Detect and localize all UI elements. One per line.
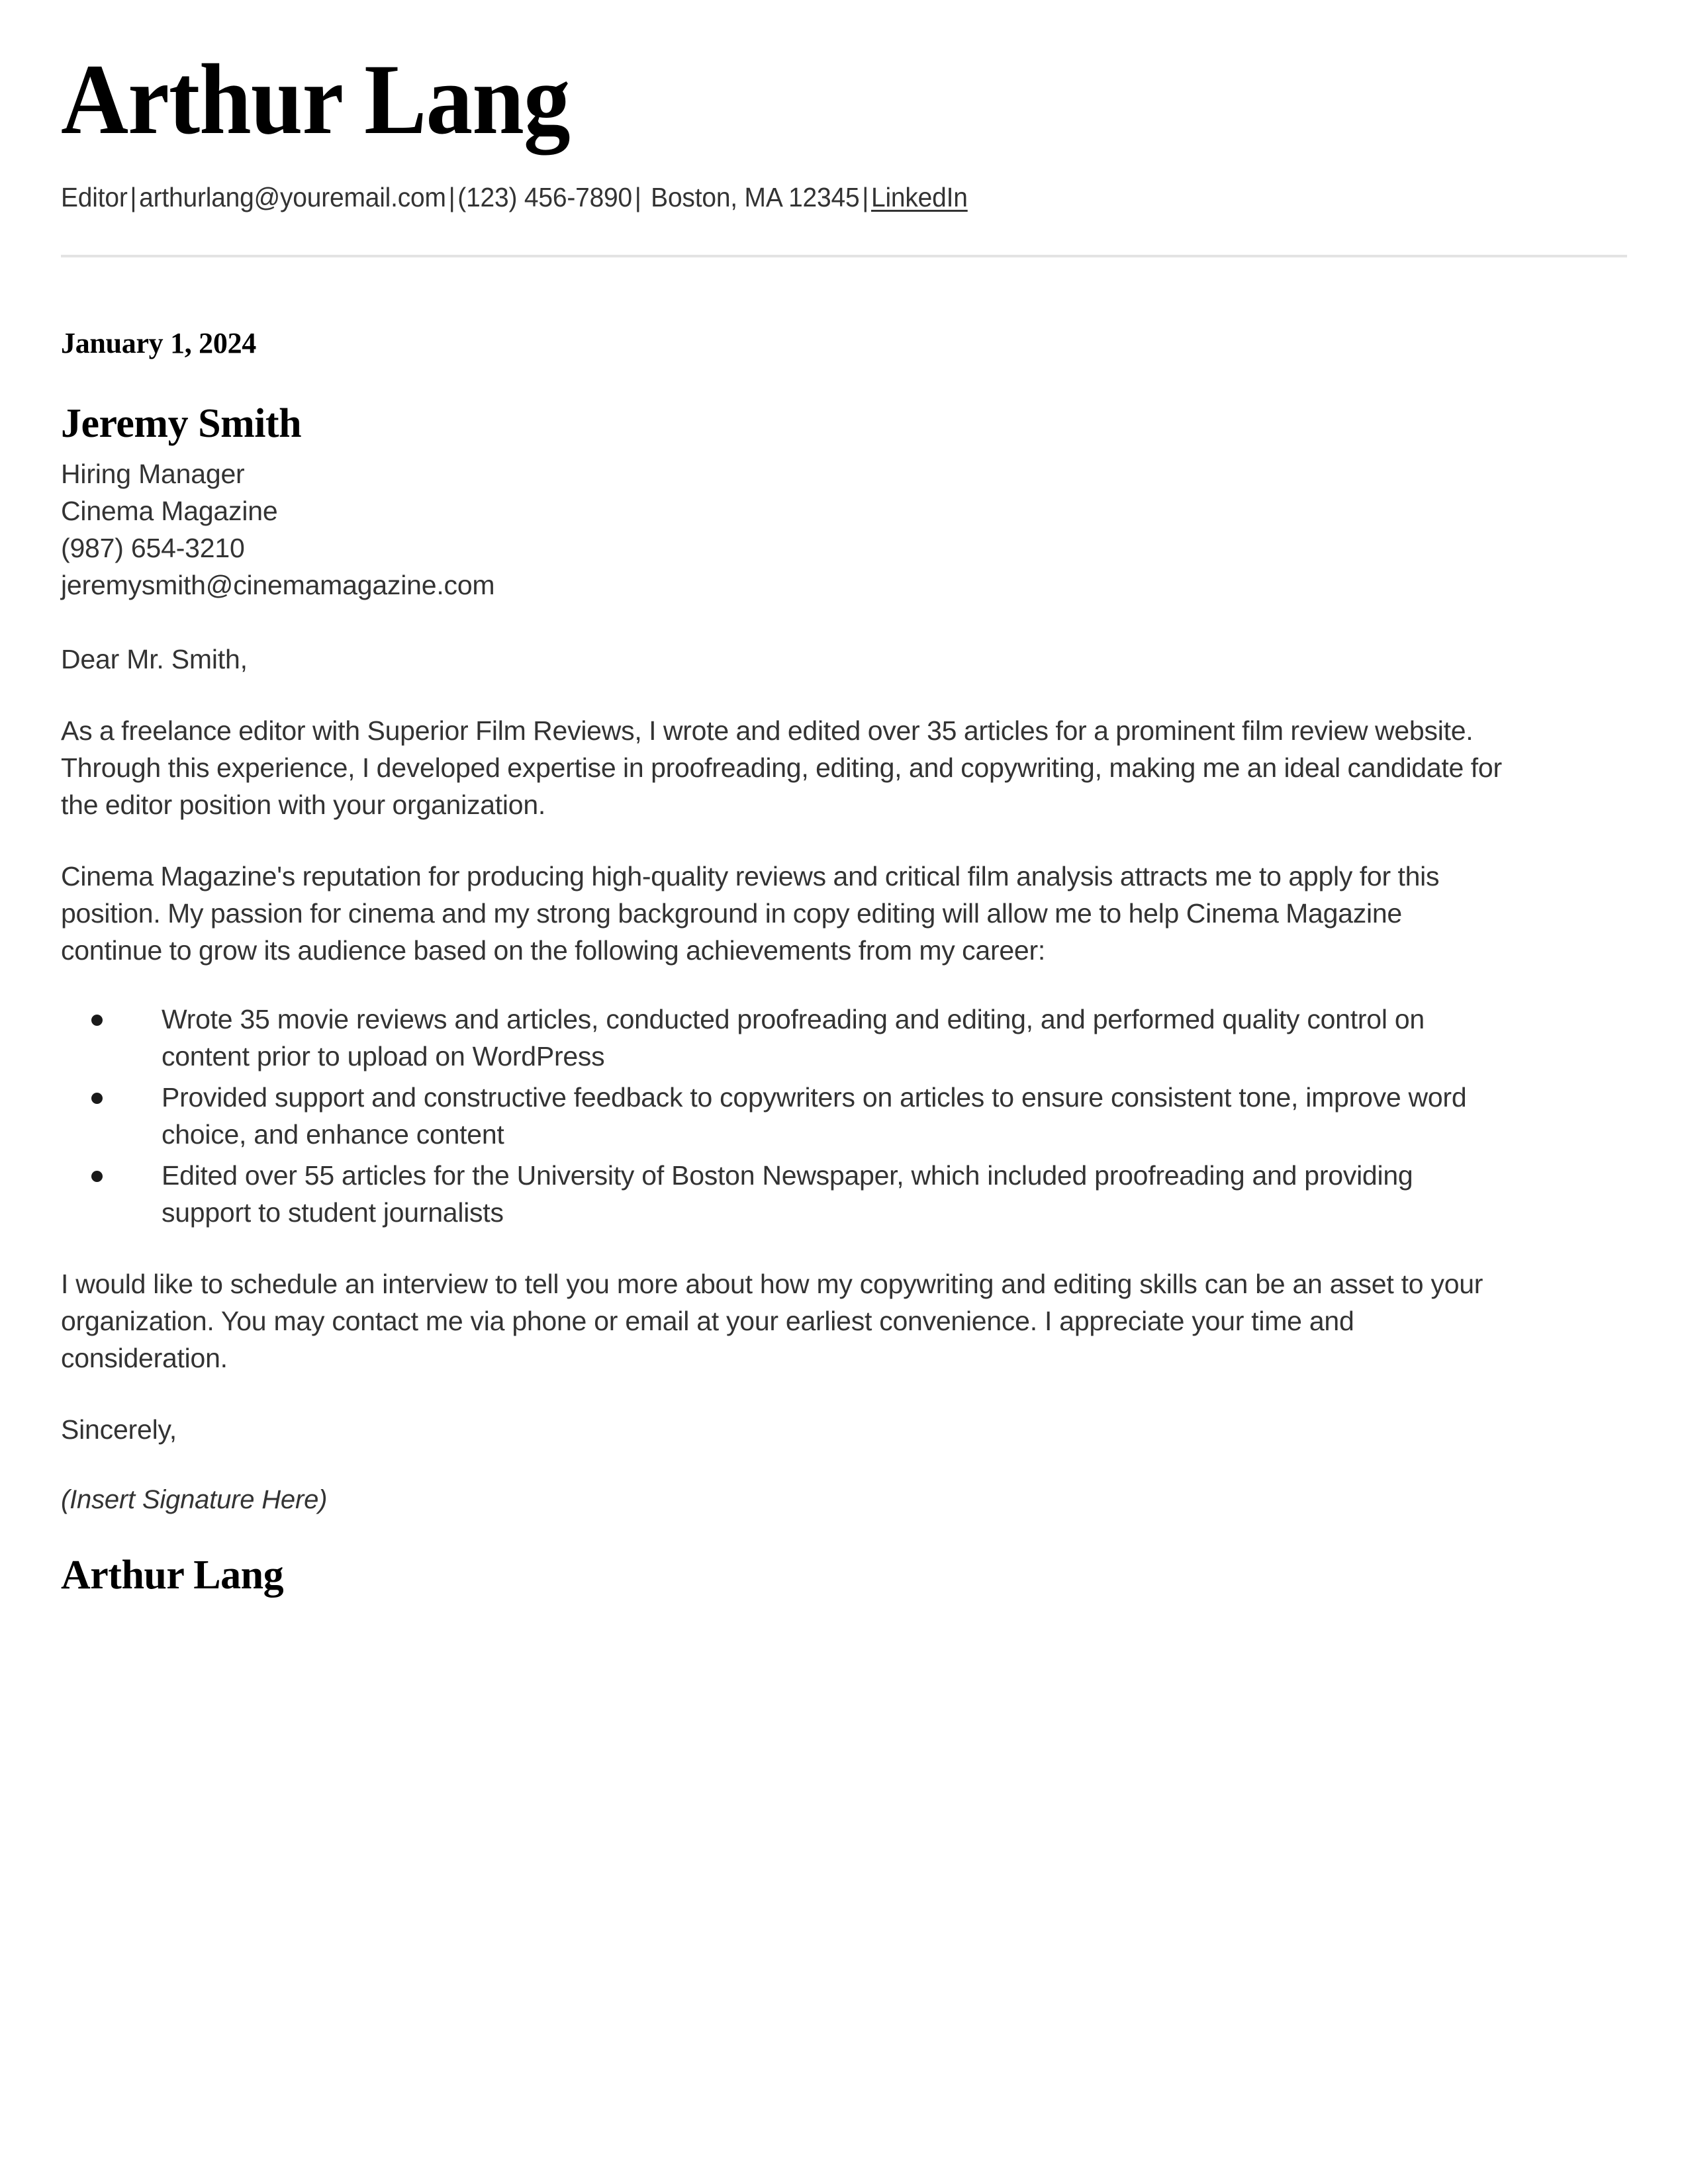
signature-placeholder: (Insert Signature Here) — [61, 1484, 328, 1514]
letter-body — [0, 326, 1566, 1598]
recipient-company: Cinema Magazine — [61, 495, 278, 526]
achievement-text: Wrote 35 movie reviews and articles, conducted proofreading and editing, and performed quality control on content prior to upload on WordPress — [162, 1003, 1425, 1071]
list-item — [61, 1079, 1505, 1153]
letter-header — [0, 0, 1688, 257]
recipient-email: jeremysmith@cinemamagazine.com — [61, 569, 495, 600]
achievement-text: Edited over 55 articles for the University of Boston Newspaper, which included proofreading and providing support to student journalists — [162, 1160, 1413, 1228]
body-paragraph-2: Cinema Magazine's reputation for producing high-quality reviews and critical film analysis attracts me to apply for this position. My passion for cinema and my strong background in copy editing will allow me to help Cinema Magazine continue to grow its audience based on the following achievements from my career: — [61, 860, 1440, 966]
salutation: Dear Mr. Smith, — [61, 643, 248, 674]
signature-name: Arthur Lang — [61, 1552, 284, 1598]
list-item — [61, 1001, 1505, 1075]
recipient-name: Jeremy Smith — [61, 401, 302, 447]
signoff-text: Sincerely, — [61, 1414, 177, 1445]
header-divider-rule — [61, 255, 1627, 257]
contact-separator-2: | — [448, 182, 455, 212]
contact-location: Boston, MA 12345 — [651, 182, 860, 212]
contact-phone[interactable]: (123) 456-7890 — [457, 182, 633, 212]
linkedin-link[interactable]: LinkedIn — [870, 182, 968, 212]
bullet-dot-icon — [91, 1015, 103, 1026]
recipient-phone: (987) 654-3210 — [61, 532, 245, 563]
contact-separator-1: | — [130, 182, 137, 212]
contact-separator-3: | — [634, 182, 641, 212]
achievement-text: Provided support and constructive feedback to copywriters on articles to ensure consistent tone, improve word choice, and enhance content — [162, 1081, 1467, 1150]
list-item — [61, 1157, 1505, 1231]
bullet-dot-icon — [91, 1171, 103, 1182]
letter-date: January 1, 2024 — [61, 327, 256, 360]
contact-email[interactable]: arthurlang@youremail.com — [139, 182, 446, 212]
closing-paragraph: I would like to schedule an interview to tell you more about how my copywriting and editing skills can be an asset to your organization. You may contact me via phone or email at your earliest convenience. I appreciate your time and consideration. — [61, 1268, 1483, 1373]
achievements-list — [61, 1001, 1505, 1231]
contact-job-title: Editor — [61, 182, 128, 212]
recipient-title: Hiring Manager — [61, 458, 245, 489]
body-paragraph-1: As a freelance editor with Superior Film Reviews, I wrote and edited over 35 articles for a prominent film review website. Through this experience, I developed expertise in proofreading, editing, and copywriting, making me an ideal candidate for the editor position with your organization. — [61, 715, 1502, 820]
contact-info-line — [61, 180, 1549, 215]
contact-separator-4: | — [862, 182, 869, 212]
applicant-name: Arthur Lang — [61, 44, 570, 155]
bullet-dot-icon — [91, 1093, 103, 1104]
recipient-address-block — [61, 401, 1505, 603]
